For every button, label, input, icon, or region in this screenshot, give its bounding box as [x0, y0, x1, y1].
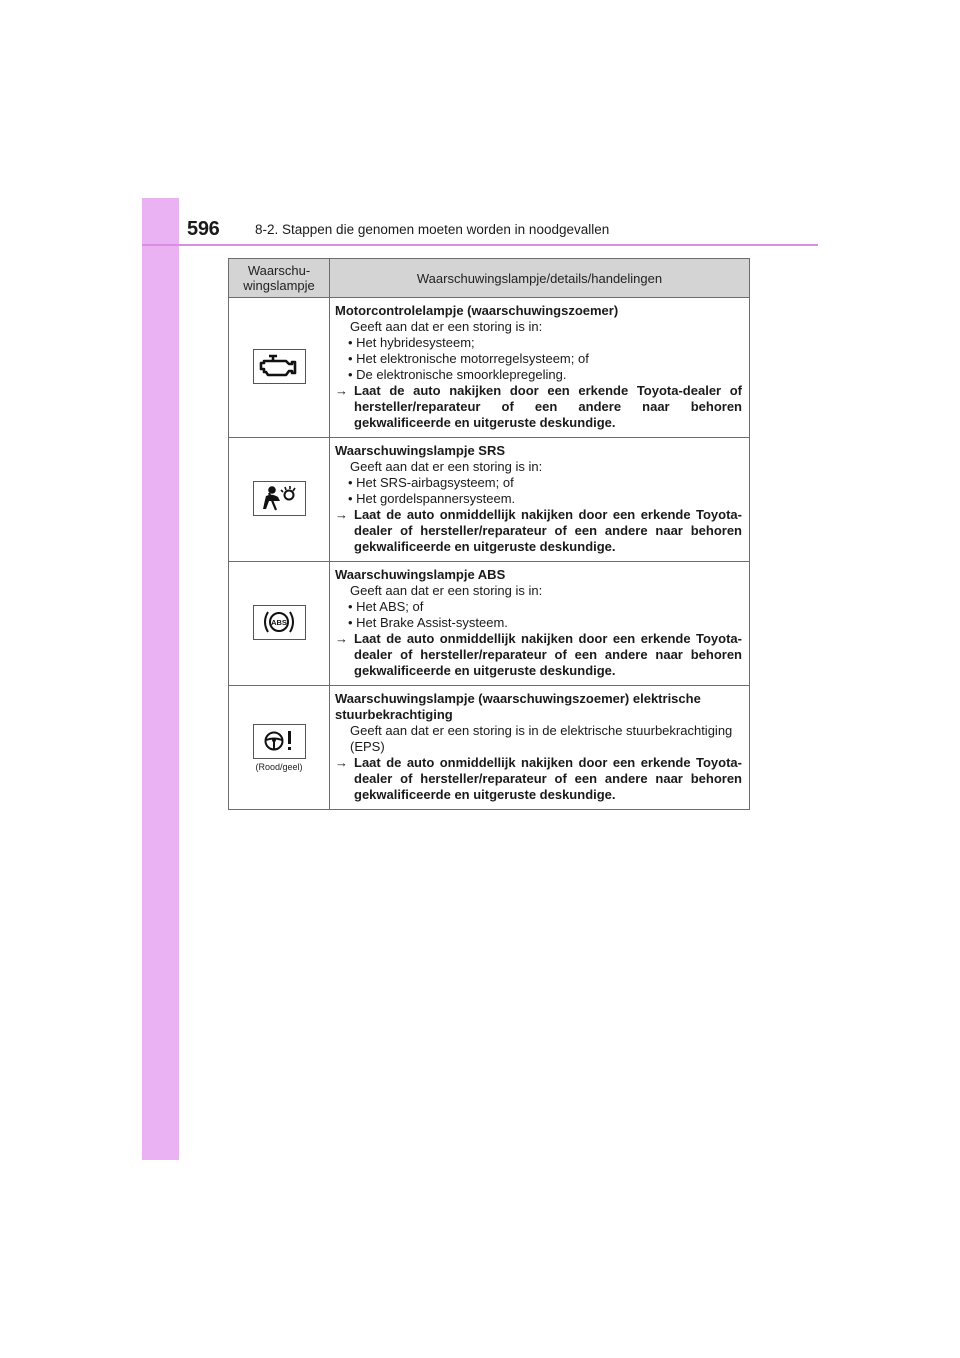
section-title: 8-2. Stappen die genomen moeten worden in noodgevallen [255, 222, 610, 237]
bullet-item: • Het hybridesysteem; [348, 335, 475, 350]
lamp-cell [229, 438, 330, 562]
action-instruction: → Laat de auto onmiddellijk nakijken door een erkende Toyota-dealer of hersteller/reparateur of een andere naar behoren gekwalificeerde en uitgeruste deskundige. [335, 507, 742, 554]
header-rule [142, 244, 818, 246]
arrow-icon: → [335, 755, 348, 770]
lamp-cell [229, 686, 330, 810]
action-instruction: → Laat de auto nakijken door een erkende Toyota-dealer of hersteller/reparateur of een andere naar behoren gekwalificeerde en uitgeruste deskundige. [335, 383, 742, 430]
warning-title: Motorcontrolelampje (waarschuwingszoemer) [335, 303, 619, 318]
warning-lamp-table [228, 258, 750, 810]
bullet-item: • Het ABS; of [348, 599, 424, 614]
power-steering-icon [253, 724, 306, 759]
arrow-icon: → [335, 507, 348, 522]
warning-description: Geeft aan dat er een storing is in: [350, 319, 543, 334]
action-instruction: → Laat de auto onmiddellijk nakijken door een erkende Toyota-dealer of hersteller/reparateur of een andere naar behoren gekwalificeerde en uitgeruste deskundige. [335, 755, 742, 802]
details-cell [330, 438, 750, 562]
arrow-icon: → [335, 383, 348, 398]
warning-description: Geeft aan dat er een storing is in: [350, 583, 543, 598]
table-row [229, 562, 750, 686]
arrow-icon: → [335, 631, 348, 646]
details-cell [330, 562, 750, 686]
table-row [229, 438, 750, 562]
page-number: 596 [187, 218, 220, 240]
bullet-item: • De elektronische smoorklepregeling. [348, 367, 567, 382]
action-instruction: → Laat de auto onmiddellijk nakijken door een erkende Toyota-dealer of hersteller/reparateur of een andere naar behoren gekwalificeerde en uitgeruste deskundige. [335, 631, 742, 678]
details-cell [330, 686, 750, 810]
table-header-row [229, 259, 750, 298]
header-lamp: Waarschu- wingslampje [229, 259, 330, 298]
lamp-cell [229, 298, 330, 438]
warning-title: Waarschuwingslampje ABS [335, 567, 506, 582]
warning-title: Waarschuwingslampje SRS [335, 443, 506, 458]
srs-airbag-icon [253, 481, 306, 516]
page-header [142, 198, 818, 248]
lamp-cell [229, 562, 330, 686]
bullet-item: • Het Brake Assist-systeem. [348, 615, 508, 630]
bullet-item: • Het elektronische motorregelsysteem; of [348, 351, 589, 366]
warning-description: Geeft aan dat er een storing is in de elektrische stuurbekrachtiging (EPS) [350, 723, 733, 754]
abs-icon [253, 605, 306, 640]
lamp-color-note: (Rood/geel) [255, 761, 303, 772]
side-band [142, 198, 179, 1160]
warning-title: Waarschuwingslampje (waarschuwingszoemer) elektrische stuurbekrachtiging [335, 691, 701, 722]
table-row [229, 298, 750, 438]
bullet-item: • Het SRS-airbagsysteem; of [348, 475, 514, 490]
header-details: Waarschuwingslampje/details/handelingen [330, 259, 750, 298]
bullet-item: • Het gordelspannersysteem. [348, 491, 516, 506]
warning-description: Geeft aan dat er een storing is in: [350, 459, 543, 474]
svg-text:ABS: ABS [271, 618, 287, 627]
table-row [229, 686, 750, 810]
details-cell [330, 298, 750, 438]
engine-check-icon [253, 349, 306, 384]
